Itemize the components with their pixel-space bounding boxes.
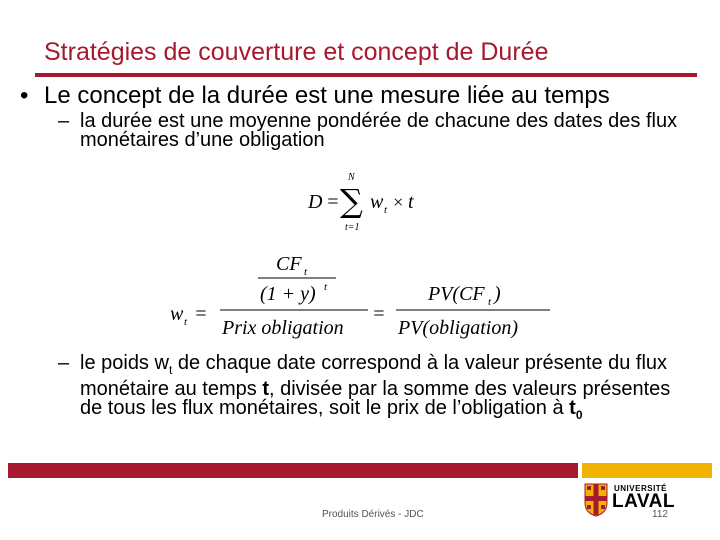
sub-bullet-1 — [58, 112, 703, 150]
cf-numerator-subscript: t — [304, 266, 308, 278]
sum-lower-limit: t=1 — [345, 222, 360, 233]
formula-w-subscript: t — [384, 204, 388, 216]
sigma-symbol: ∑ — [340, 182, 363, 220]
logo-laval: LAVAL — [612, 491, 676, 512]
weight-formula — [160, 248, 560, 344]
weight-w-subscript: t — [184, 316, 188, 328]
university-logo — [584, 481, 684, 521]
weight-equals-2: = — [372, 303, 386, 325]
sub-bullet-2 — [58, 354, 698, 425]
weight-equals: = — [194, 303, 208, 325]
discount-denominator: (1 + y) — [260, 283, 316, 305]
sub-bullet-1-text: la durée est une moyenne pondérée de chacune des dates des flux monétaires d’une obligation — [80, 110, 678, 151]
bullet-symbol: • — [20, 82, 29, 109]
bullet-1-text: Le concept de la durée est une mesure liée au temps — [44, 82, 610, 109]
slide-title: Stratégies de couverture et concept de Durée — [44, 38, 549, 66]
footer-bar-gold — [582, 463, 712, 478]
pv-cf-close: ) — [494, 283, 501, 305]
pv-cf-subscript: t — [488, 296, 492, 308]
price-denominator: Prix obligation — [222, 317, 344, 339]
sub2-w-subscript: t — [168, 363, 173, 377]
dash-symbol: – — [58, 110, 70, 132]
pv-cf-numerator: PV(CF — [428, 283, 485, 305]
sub2-part1: le poids w — [80, 352, 169, 374]
footer-bar-red — [8, 463, 578, 478]
pv-obligation-denominator: PV(obligation) — [398, 317, 518, 339]
sum-upper-limit: N — [348, 172, 355, 183]
bullet-1 — [20, 82, 610, 110]
cf-numerator: CF — [276, 253, 302, 275]
sub2-t-bold: t — [262, 378, 269, 400]
duration-formula — [300, 168, 420, 234]
page-number: 112 — [652, 509, 668, 520]
formula-D: D — [308, 191, 323, 213]
footer-text: Produits Dérivés - JDC — [322, 509, 424, 520]
sub2-t0-bold: t — [569, 397, 576, 419]
shield-icon — [584, 483, 608, 517]
weight-w: w — [170, 303, 184, 325]
discount-exponent: t — [324, 281, 328, 293]
sub2-part3: , divisée par la somme des valeurs présentes de tous les flux monétaires, soit le prix de l’obligation à — [80, 378, 671, 419]
sub2-t0-subscript: 0 — [575, 408, 583, 422]
sub2-part2: de chaque date correspond à la valeur présente du flux monétaire au temps — [80, 352, 668, 400]
formula-times: × — [392, 192, 405, 212]
dash-symbol: – — [58, 352, 70, 374]
formula-t: t — [408, 191, 414, 213]
formula-w: w — [370, 191, 384, 213]
logo-universite: UNIVERSITÉ — [614, 484, 668, 493]
formula-equals: = — [326, 191, 340, 213]
sub-bullet-2-text — [58, 354, 698, 425]
title-underline — [35, 73, 697, 77]
